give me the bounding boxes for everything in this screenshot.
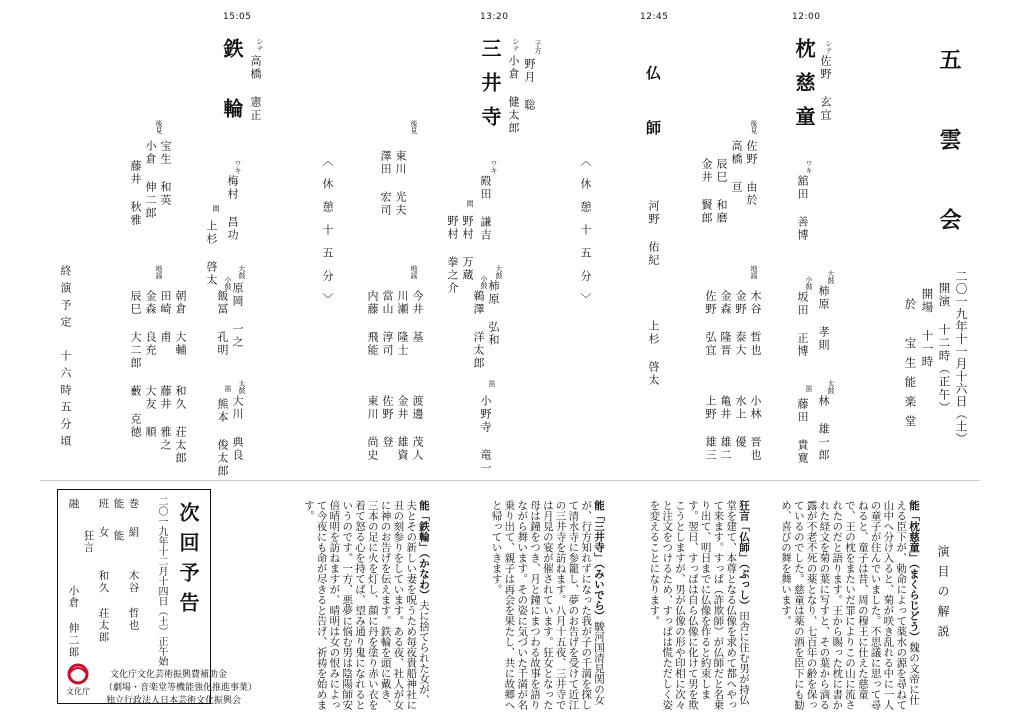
performer-kyogen: 河野 佑紀 — [647, 200, 660, 267]
performer-hayashi: 林 雄一郎 — [817, 395, 830, 462]
desc-makurajido — [760, 500, 920, 712]
performer-ai: 野村 拳之介 — [446, 215, 459, 295]
play-title-miidera: 三井寺 — [478, 38, 502, 140]
event-venue: 於 宝生能楽堂 — [903, 298, 918, 435]
performer-hayashi: 柿原 孝則 — [817, 285, 830, 352]
desc-title: 狂言「仏師」（ぶっし） — [738, 500, 750, 611]
performer-jiutai: 上野 雄三 — [704, 395, 717, 462]
descriptions-heading: 演目の解説 — [936, 545, 950, 645]
performer-jiutai: 田崎 甫 — [159, 290, 172, 344]
role-shite: シテ — [512, 38, 520, 52]
role-hayashi: 笛 — [488, 380, 496, 387]
agency-logo — [58, 656, 98, 696]
performer-hayashi: 原岡 一之 — [231, 282, 244, 349]
performer-koken: 東川 光夫 — [394, 150, 407, 217]
performer-jiutai: 金森 隆晋 — [719, 290, 732, 357]
performer-koken: 佐野 由於 — [745, 140, 758, 207]
event-title: 五雲会 — [936, 48, 962, 288]
performer-jiutai: 佐野 登 — [381, 395, 394, 449]
section-divider — [40, 480, 980, 481]
performer-jiutai: 東川 尚史 — [366, 395, 379, 462]
role-koken: 後見 — [410, 120, 418, 134]
desc-text: 田舎に住む男が持仏堂を建て、本尊となる仏像を求めて都へやって来ます。すっぱ（詐欺師）が仏師だと名乗り出て、明日までに仏像を作ると約束します。翌日、すっぱは自ら仏像に化けて男を欺こうとしますが、男が仏像の形や印相に次々と注文をつけるため、すっぱは慌ただしく姿を変えることになります。 — [648, 500, 750, 710]
intermission-label: 〈休憩十五分〉 — [321, 155, 334, 316]
performer-kyogen: 上杉 啓太 — [647, 320, 660, 387]
role-jiutai: 地謡 — [750, 265, 758, 279]
performer-jiutai: 川瀬 隆士 — [396, 290, 409, 357]
performer-waki: 殿田 謙吉 — [479, 175, 492, 242]
next-title: 融 — [67, 498, 80, 510]
performer-jiutai: 和久 荘太郎 — [174, 385, 187, 465]
performer-shite: 高橋 憲正 — [249, 55, 262, 122]
sponsor-line: 文化庁文化芸術振興費補助金 — [110, 670, 228, 680]
next-heading: 次回予告 — [176, 502, 200, 622]
desc-title: 能「鉄輪」（かなわ） — [418, 500, 430, 600]
role-hayashi: 太鼓 — [827, 380, 835, 394]
performer-koken: 宝生 和英 — [159, 140, 172, 207]
role-hayashi: 大鼓 — [495, 265, 503, 279]
performer-koken: 澤田 宏司 — [379, 150, 392, 217]
role-koken: 後見 — [155, 120, 163, 134]
role-hayashi: 笛 — [805, 385, 813, 392]
performer-hayashi: 柿原 弘和 — [487, 280, 500, 347]
performer-hayashi: 藤田 貴寛 — [796, 398, 809, 465]
event-open: 開場 十一時 — [920, 288, 935, 369]
role-shite: シテ — [825, 40, 833, 54]
next-date: 二〇一九年十二月十四日（土）正午始 — [156, 496, 167, 666]
desc-text: 夫に捨てられた女が、夫とその新しい妻を呪うため毎夜貴船神社に丑の刻参りをしています。ある夜、社人が女に神のお告げを伝えます。鉄輪を頭に戴き、三本の足に火を灯し、顔に丹を塗り赤い衣を着て怒る心を持てば、望み通り鬼になれるというのです。一方、悪夢に悩む男は陰陽師安倍晴明を訪ねますが、晴明は女の恨みによって今夜にも命が尽きると告げ、祈祷を始めます。 — [302, 500, 430, 710]
role-hayashi: 小鼓 — [224, 276, 232, 290]
performer-jiutai: 藤井 雅之 — [159, 385, 172, 452]
performer-jiutai: 今井 基 — [411, 290, 424, 344]
desc-text: 魏の文帝に仕える臣下が、勅命によって薬水の源を尋ねて山中へ分け入ると、菊が咲き乱れる中に一人の童子が住んでいました。不思議に思って尋ねると、童子は昔、周の穆王に仕えた慈童で、王の枕をまたいだ罪によりこの山に流されたのだと語ります。王から賜った枕に書かれた経文を菊の葉に写すと、その葉から滴る露が不老不死の薬となり、七百年の齢を保っているのでした。慈童は薬の酒を臣下にも勧め、喜びの舞を舞います。 — [780, 500, 920, 710]
next-kind: 能 — [112, 498, 125, 510]
performer-koken: 金井 賢郎 — [700, 158, 713, 225]
desc-text: 駿河国清見関の女が、行方知れずになった我が子の千満を探して清水寺に参籠し、夢のお告げを受けて近江の三井寺を訪ねます。八月十五夜、三井寺では月見の宴が催されています。狂女となった母は鐘をつき、月と鐘にまつわる故事を語りながら舞います。その姿に気づいた千満が名乗り出て、親子は再会を果たし、共に故郷へと帰っていきます。 — [490, 500, 605, 710]
role-koken: 後見 — [750, 120, 758, 134]
performer-hayashi: 鵜澤 洋太郎 — [472, 290, 485, 370]
performer-hayashi: 飯冨 孔明 — [216, 290, 229, 357]
performer-jiutai: 水上 優 — [734, 395, 747, 449]
performer-jiutai: 内藤 飛能 — [366, 290, 379, 357]
performer-koken: 藤井 秋雅 — [129, 160, 142, 227]
performer-koken: 高橋 亘 — [730, 140, 743, 194]
agency-logo-text: 文化庁 — [66, 687, 90, 696]
sponsor-line: 独立行政法人日本芸術文化振興会 — [106, 696, 242, 706]
role-jiutai: 地謡 — [410, 265, 418, 279]
play-title-makurajido: 枕慈童 — [792, 38, 816, 140]
performer-shite: 野月 聡 — [523, 58, 536, 112]
performer-jiutai: 大友 順 — [144, 385, 157, 439]
next-shite: 木谷 哲也 — [127, 570, 140, 632]
performer-hayashi: 大川 典良 — [231, 395, 244, 462]
intermission-label: 〈休憩十五分〉 — [579, 155, 592, 316]
performer-waki: 梅村 昌功 — [226, 175, 239, 242]
role-waki: ワキ — [805, 160, 813, 174]
play-title-busshi: 仏師 — [644, 65, 662, 175]
role-hayashi: 大鼓 — [827, 270, 835, 284]
end-time: 終演予定 十六時五分頃 — [59, 265, 72, 452]
performer-hayashi: 小野寺 竜一 — [479, 395, 492, 475]
play-title-kanawa: 鉄輪 — [220, 38, 244, 158]
time-makurajido: 12:00 — [792, 12, 821, 22]
sponsor-line: （劇場・音楽堂等機能強化推進事業） — [104, 683, 258, 693]
role-hayashi: 太鼓 — [238, 380, 246, 394]
next-shite: 和久 荘太郎 — [97, 570, 110, 644]
performer-jiutai: 小林 晋也 — [749, 395, 762, 462]
performer-jiutai: 金森 良充 — [144, 290, 157, 357]
performer-jiutai: 木谷 哲也 — [749, 290, 762, 357]
performer-jiutai: 渡邊 茂人 — [411, 395, 424, 462]
role-hayashi: 大鼓 — [238, 265, 246, 279]
next-kind: 狂言 — [82, 530, 95, 554]
performer-jiutai: 藪 克徳 — [129, 385, 142, 439]
role-ai: 間 — [212, 205, 220, 212]
event-start: 開演 十二時（正午） — [937, 282, 952, 415]
desc-title: 能「枕慈童」（まくらじどう） — [908, 500, 920, 642]
performer-jiutai: 金野 泰大 — [734, 290, 747, 357]
performer-ai: 野村 万蔵 — [461, 215, 474, 282]
performer-jiutai: 當山 淳司 — [381, 290, 394, 357]
desc-title: 能「三井寺」（みいでら） — [593, 500, 605, 621]
performer-koken: 辰巳 和磨 — [715, 158, 728, 225]
desc-miidera — [435, 500, 605, 712]
role-hayashi: 小鼓 — [805, 276, 813, 290]
performer-shite: 佐野 玄宜 — [819, 55, 832, 122]
role-waki: ワキ — [490, 160, 498, 174]
performer-hayashi: 熊本 俊太郎 — [216, 398, 229, 478]
role-hayashi: 笛 — [224, 385, 232, 392]
role-shite: シテ — [256, 38, 264, 52]
role-ai: 間 — [466, 200, 474, 207]
role-hayashi: 小鼓 — [480, 275, 488, 289]
performer-ai: 上杉 啓太 — [205, 220, 218, 287]
role-waki: ワキ — [234, 160, 242, 174]
next-shite: 小倉 伸二郎 — [67, 585, 80, 659]
next-kind: 能 — [112, 530, 125, 542]
performer-jiutai: 金井 雄資 — [396, 395, 409, 462]
role-jiutai: 地謡 — [155, 265, 163, 279]
performer-waki: 舘田 善博 — [796, 175, 809, 242]
performer-koken: 小倉 伸二郎 — [144, 140, 157, 220]
performer-jiutai: 辰巳 大二郎 — [129, 290, 142, 370]
performer-jiutai: 佐野 弘宜 — [704, 290, 717, 357]
next-title: 巻絹 — [127, 498, 140, 555]
next-title: 班女 — [97, 498, 110, 555]
performer-jiutai: 朝倉 大輔 — [174, 290, 187, 357]
event-date: 二〇一九年十一月十六日（土） — [954, 270, 968, 445]
desc-kanawa — [270, 500, 430, 712]
time-busshi: 12:45 — [640, 12, 669, 22]
performer-jiutai: 亀井 雄二 — [719, 395, 732, 462]
performer-kokata: 小倉 健太郎 — [507, 55, 520, 135]
desc-busshi — [610, 500, 750, 712]
performer-hayashi: 坂田 正博 — [796, 291, 809, 358]
time-kanawa: 15:05 — [223, 12, 252, 22]
role-kokata: 子方 — [534, 40, 542, 54]
time-miidera: 13:20 — [480, 12, 509, 22]
